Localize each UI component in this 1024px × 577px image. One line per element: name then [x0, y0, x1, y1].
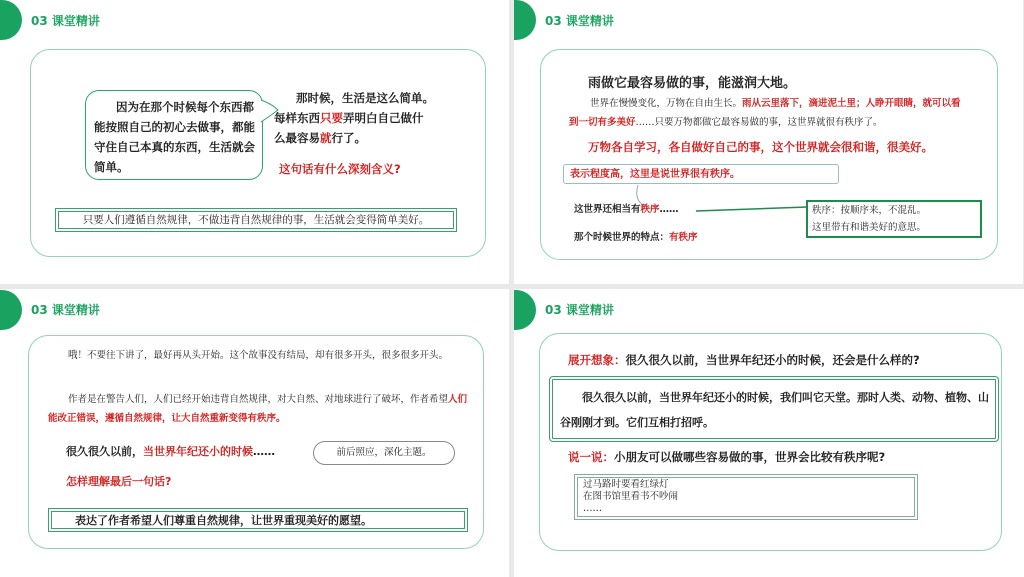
feature-line-a: 那个时候世界的特点： — [574, 232, 670, 243]
list-item: 过马路时要看红绿灯 — [583, 479, 669, 490]
section-title: 03 课堂精讲 — [31, 14, 100, 28]
definition-box — [806, 200, 982, 238]
slide2-paragraph — [569, 94, 969, 132]
p2-part-a: 作者是在警告人们，人们已经开始违背自然规律，对大自然、对地球进行了破坏，作者希望 — [68, 394, 449, 405]
order-line — [574, 201, 679, 215]
quote-part-c: 行了。 — [331, 131, 366, 145]
story-box — [549, 376, 999, 442]
section-title: 03 课堂精讲 — [545, 303, 614, 317]
imagine-label: 展开想象： — [568, 353, 626, 367]
answer-box: 表达了作者希望人们尊重自然规律，让世界重现美好的愿望。 — [48, 508, 468, 532]
say-line — [568, 449, 885, 465]
list-item: …… — [583, 503, 602, 514]
quote-line — [66, 443, 275, 459]
quote-text — [274, 88, 434, 148]
section-tab-marker — [0, 290, 22, 330]
cloud-callout: 前后照应，深化主题。 — [313, 441, 455, 465]
definition-line-1: 秩序：按顺序来，不混乱。 — [812, 205, 927, 216]
p2-highlight: 人们能改正错误，遵循自然规律，让大自然重新变得有秩序。 — [48, 394, 468, 424]
quote-highlight-2: 就 — [320, 131, 332, 145]
slide3-question: 怎样理解最后一句话? — [66, 475, 172, 488]
p1-highlight: 雨从云里落下，滴进泥土里；人睁开眼睛，就可以看到一切有多美好 — [569, 98, 961, 128]
slide3-paragraph-1: 哦！不要往下讲了，最好再从头开始。这个故事没有结局，却有很多开头，很多很多开头。 — [68, 350, 449, 361]
order-word: 秩序 — [640, 204, 660, 215]
list-item: 在图书馆里看书不吵闹 — [583, 491, 679, 502]
slide2-red-line: 万物各自学习，各自做好自己的事，这个世界就会很和谐，很美好。 — [588, 140, 933, 154]
section-tab-marker — [0, 0, 22, 40]
slide-3[interactable] — [0, 289, 509, 577]
note-box: 表示程度高，这里是说世界很有秩序。 — [563, 164, 839, 184]
feature-line — [574, 229, 698, 243]
imagine-text: 很久很久以前，当世界年纪还小的时候，还会是什么样的? — [625, 353, 920, 367]
question-text: 这句话有什么深刻含义? — [279, 162, 401, 176]
say-label: 说一说： — [568, 450, 614, 464]
summary-box: 只要人们遵循自然规律，不做违背自然规律的事，生活就会变得简单美好。 — [55, 208, 457, 232]
feature-word: 有秩序 — [669, 232, 698, 243]
quote-part-b: 弄明白自己做什么最容易 — [274, 111, 424, 145]
say-text: 小朋友可以做哪些容易做的事，世界会比较有秩序呢? — [614, 450, 886, 464]
slide3-paragraph-2 — [48, 390, 472, 428]
quote-line-a: 很久很久以前， — [66, 445, 143, 458]
imagine-line — [568, 352, 920, 368]
order-line-b: …… — [659, 204, 679, 215]
definition-line-2: 这里带有和谐美好的意思。 — [812, 222, 927, 233]
section-title: 03 课堂精讲 — [31, 303, 100, 317]
section-title: 03 课堂精讲 — [545, 14, 614, 28]
order-line-a: 这世界还相当有 — [574, 204, 641, 215]
answer-list-box — [574, 474, 918, 520]
quote-line-b: …… — [253, 445, 275, 458]
quote-line-highlight: 当世界年纪还小的时候 — [143, 445, 253, 458]
quote-part-a: 那时候，生活是这么简单。每样东西 — [274, 91, 434, 125]
section-tab-marker — [514, 290, 536, 330]
bubble-text: 因为在那个时候每个东西都能按照自己的初心去做事，都能守住自己本真的东西，生活就会简单。 — [94, 100, 255, 174]
slide2-heading: 雨做它最容易做的事，能滋润大地。 — [588, 76, 797, 91]
p1-part-b: ……只要万物都做它最容易做的事，这世界就很有秩序了。 — [635, 117, 883, 128]
section-tab-marker — [514, 0, 536, 40]
quote-highlight-1: 只要 — [320, 111, 343, 125]
speech-bubble — [85, 90, 263, 180]
p1-part-a: 世界在慢慢变化，万物在自由生长。 — [590, 98, 743, 109]
story-text: 很久很久以前，当世界年纪还小的时候，我们叫它天堂。那时人类、动物、植物、山谷刚刚才到。它们互相打招呼。 — [560, 391, 989, 429]
